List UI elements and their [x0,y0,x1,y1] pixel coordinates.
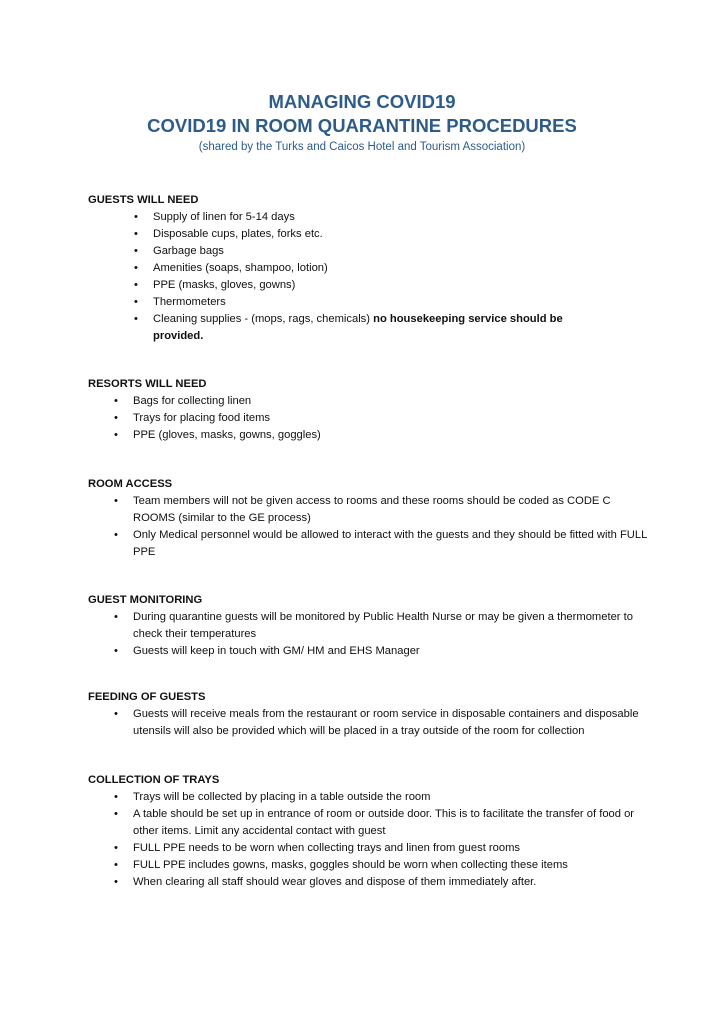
list-item [114,706,648,740]
bullet-icon: • [114,708,118,720]
section-monitoring [88,592,648,660]
list-item [114,857,648,874]
bullet-icon: • [114,611,118,623]
list-item-text: Thermometers [153,296,226,308]
bullet-icon: • [114,876,118,888]
bullet-icon: • [114,842,118,854]
bullet-icon: • [134,211,138,223]
list-item [134,311,593,345]
trays-list [88,789,648,891]
bullet-icon: • [134,296,138,308]
list-item-text: FULL PPE includes gowns, masks, goggles should be worn when collecting these items [133,859,568,871]
monitoring-list [88,609,648,660]
section-heading: RESORTS WILL NEED [88,378,207,390]
list-item-text: Bags for collecting linen [133,395,252,407]
list-item [114,393,648,410]
list-item-text: Cleaning supplies - (mops, rags, chemicals) [153,313,374,325]
title-block [0,90,724,156]
bullet-icon: • [114,645,118,657]
list-item [114,789,648,806]
bullet-icon: • [114,395,118,407]
list-item [114,609,648,643]
section-heading: COLLECTION OF TRAYS [88,774,220,786]
guests-list [88,209,648,345]
list-item-text: Guests will keep in touch with GM/ HM and EHS Manager [133,645,420,657]
list-item [114,806,648,840]
bullet-icon: • [114,429,118,441]
room-access-list [88,493,648,561]
list-item-text: When clearing all staff should wear gloves and dispose of them immediately after. [133,876,537,888]
list-item-text: Only Medical personnel would be allowed to interact with the guests and they should be fitted with FULL PPE [133,529,647,558]
list-item [114,493,648,527]
list-item [134,243,648,260]
list-item [114,410,648,427]
section-heading: ROOM ACCESS [88,478,173,490]
bullet-icon: • [114,791,118,803]
list-item-emphasis: no housekeeping service should be provided. [153,313,563,342]
section-room-access [88,476,648,561]
bullet-icon: • [114,495,118,507]
list-item-text: Trays for placing food items [133,412,270,424]
page-subtitle-heading: COVID19 IN ROOM QUARANTINE PROCEDURES [147,115,577,136]
list-item [114,427,648,444]
list-item [114,527,648,561]
list-item [114,643,648,660]
list-item [114,840,648,857]
list-item [134,260,648,277]
list-item-text: Garbage bags [153,245,224,257]
bullet-icon: • [134,228,138,240]
list-item-text: FULL PPE needs to be worn when collecting trays and linen from guest rooms [133,842,520,854]
list-item [134,209,648,226]
bullet-icon: • [114,412,118,424]
bullet-icon: • [114,529,118,541]
list-item-text: Guests will receive meals from the restaurant or room service in disposable containers and disposable utensils will also be provided which will be placed in a tray outside of the room for collection [133,708,639,737]
bullet-icon: • [134,313,138,325]
bullet-icon: • [114,808,118,820]
list-item-text: During quarantine guests will be monitored by Public Health Nurse or may be given a thermometer to check their temperatures [133,611,633,640]
list-item [134,226,648,243]
list-item-text: A table should be set up in entrance of room or outside door. This is to facilitate the transfer of food or other items. Limit any accidental contact with guest [133,808,635,837]
bullet-icon: • [134,279,138,291]
feeding-list [88,706,648,740]
section-guests [88,192,648,345]
list-item [114,874,648,891]
bullet-icon: • [134,262,138,274]
list-item-text: Disposable cups, plates, forks etc. [153,228,323,240]
list-item [134,294,648,311]
bullet-icon: • [114,859,118,871]
attribution: (shared by the Turks and Caicos Hotel and Tourism Association) [198,141,526,153]
bullet-icon: • [134,245,138,257]
section-heading: FEEDING OF GUESTS [88,691,206,703]
list-item-text: Supply of linen for 5-14 days [153,211,295,223]
list-item [134,277,648,294]
section-resorts [88,376,648,444]
list-item-text: Team members will not be given access to rooms and these rooms should be coded as CODE C ROOMS (similar to the GE process) [133,495,611,524]
list-item-text: PPE (masks, gloves, gowns) [153,279,296,291]
section-trays [88,772,648,891]
resorts-list [88,393,648,444]
section-heading: GUEST MONITORING [88,594,203,606]
list-item-text: Amenities (soaps, shampoo, lotion) [153,262,328,274]
section-feeding [88,689,648,740]
list-item-text: Trays will be collected by placing in a table outside the room [133,791,431,803]
list-item-text: PPE (gloves, masks, gowns, goggles) [133,429,321,441]
section-heading: GUESTS WILL NEED [88,194,199,206]
page-title: MANAGING COVID19 [268,91,456,112]
